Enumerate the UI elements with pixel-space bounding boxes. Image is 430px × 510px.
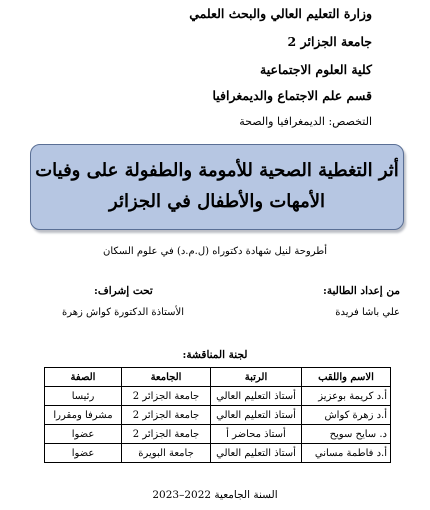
member-role: مشرفا ومقررا: [45, 406, 122, 425]
member-university: جامعة الجزائر 2: [122, 425, 211, 444]
member-name: أ.د كريمة بوعزيز: [302, 387, 391, 406]
department-name: قسم علم الاجتماع والديمغرافيا: [212, 88, 372, 103]
faculty-name: كلية العلوم الاجتماعية: [260, 62, 372, 77]
committee-table: [44, 367, 391, 463]
committee-title: لجنة المناقشة:: [182, 349, 248, 361]
table-header-row: [45, 368, 391, 387]
academic-year: السنة الجامعية 2022–2023: [152, 489, 278, 501]
thesis-title-line2: الأمهات والأطفال في الجزائر: [109, 191, 325, 212]
member-name: أ.د زهرة كواش: [302, 406, 391, 425]
member-role: رئيسا: [45, 387, 122, 406]
member-name: أ.د فاطمة مساني: [302, 444, 391, 463]
col-university-header: الجامعة: [122, 368, 211, 387]
member-rank: أستاذ التعليم العالي: [211, 444, 302, 463]
member-university: جامعة البويرة: [122, 444, 211, 463]
thesis-title-line1: أثر التغطية الصحية للأمومة والطفولة على وفيات: [35, 160, 399, 182]
thesis-subtitle: أطروحة لنيل شهادة دكتوراه (ل.م.د) في علوم السكان: [103, 246, 327, 257]
student-name: علي باشا فريدة: [335, 307, 400, 318]
specialty-line: التخصص: الديمغرافيا والصحة: [239, 115, 372, 128]
col-rank-header: الرتبة: [211, 368, 302, 387]
member-rank: أستاذ التعليم العالي: [211, 406, 302, 425]
thesis-title-banner: [30, 144, 404, 230]
supervisor-label: تحت إشراف:: [94, 285, 153, 297]
member-name: د. سايح سويح: [302, 425, 391, 444]
ministry-name: وزارة التعليم العالي والبحث العلمي: [189, 6, 372, 21]
member-university: جامعة الجزائر 2: [122, 387, 211, 406]
supervisor-name: الأستاذة الدكتورة كواش زهرة: [62, 307, 185, 318]
member-rank: أستاذ محاضر أ: [211, 425, 302, 444]
table-row: [45, 387, 391, 406]
university-name: جامعة الجزائر 2: [287, 34, 372, 49]
prepared-by-label: من إعداد الطالبة:: [322, 285, 400, 297]
member-university: جامعة الجزائر 2: [122, 406, 211, 425]
member-role: عضوا: [45, 444, 122, 463]
col-role-header: الصفة: [45, 368, 122, 387]
table-row: [45, 444, 391, 463]
col-name-header: الاسم واللقب: [302, 368, 391, 387]
table-row: [45, 406, 391, 425]
member-role: عضوا: [45, 425, 122, 444]
table-row: [45, 425, 391, 444]
member-rank: أستاذ التعليم العالي: [211, 387, 302, 406]
